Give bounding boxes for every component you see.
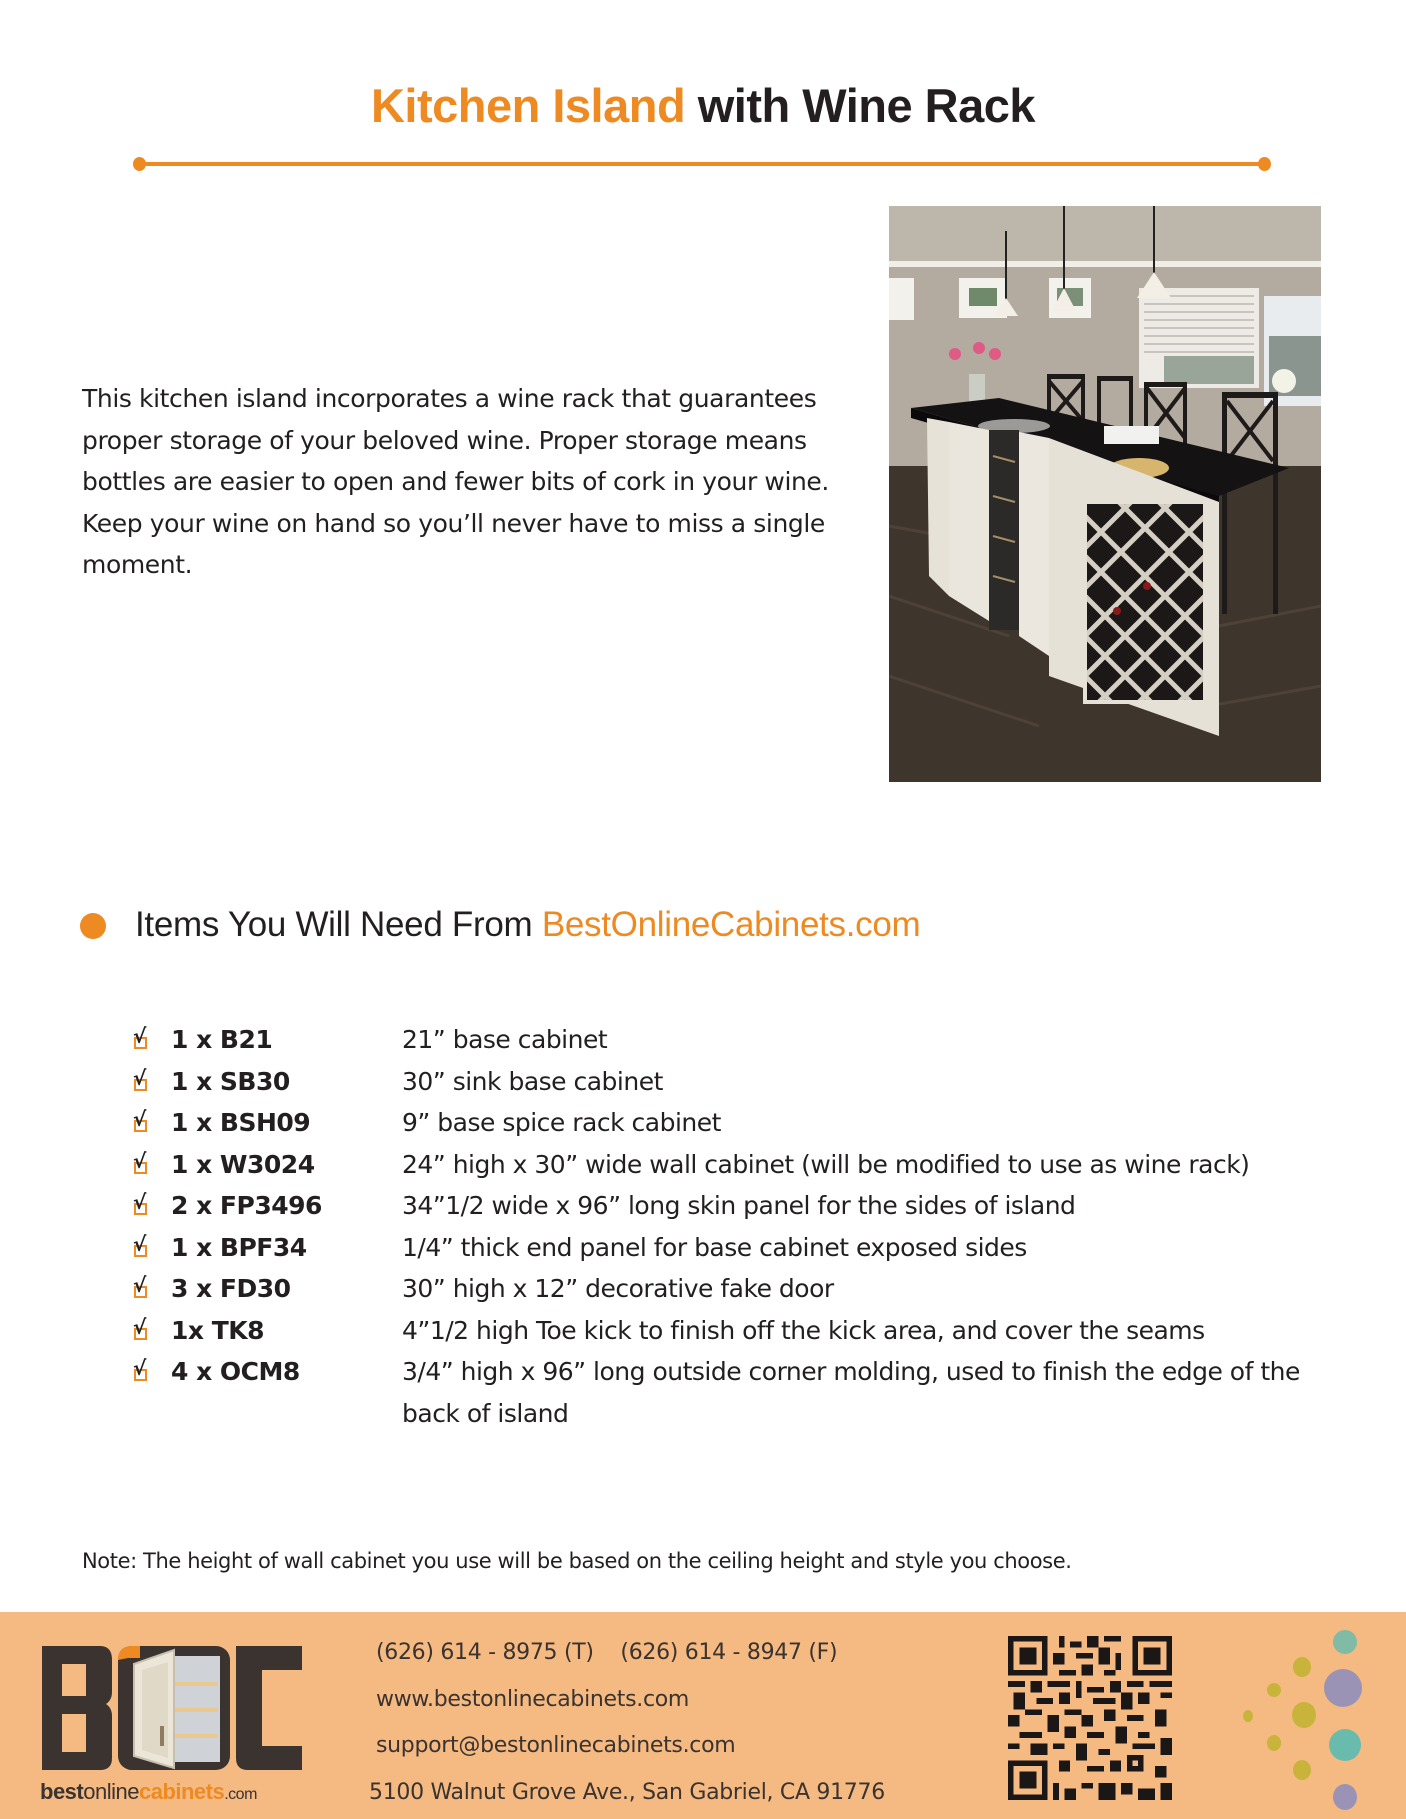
item-description: 30” sink base cabinet [402, 1066, 663, 1096]
checkbox-checked-icon: √ [133, 1314, 147, 1339]
footer-bar [0, 1612, 1406, 1819]
checkbox-checked-icon: √ [133, 1065, 147, 1090]
item-description: 30” high x 12” decorative fake door [402, 1274, 834, 1303]
address: 5100 Walnut Grove Ave., San Gabriel, CA 91776 [369, 1779, 885, 1805]
contact-info [369, 1630, 976, 1816]
item-quantity-code: 2 x FP3496 [171, 1191, 322, 1220]
list-item [134, 1310, 1334, 1352]
items-section-heading [78, 905, 1178, 955]
item-description: 4”1/2 high Toe kick to finish off the kick area, and cover the seams [402, 1315, 1205, 1345]
divider-dot-right [1258, 157, 1271, 171]
checkbox-checked-icon: √ [133, 1190, 147, 1214]
list-item [134, 1185, 1334, 1227]
phone-fax-numbers: (626) 614 - 8975 (T) (626) 614 - 8947 (F) [376, 1640, 838, 1665]
heading-accent-link: BestOnlineCabinets.com [541, 905, 921, 944]
divider-dot-left [133, 157, 146, 171]
list-item [134, 1019, 1334, 1061]
company-logo[interactable] [40, 1634, 310, 1814]
checkbox-checked-icon: √ [133, 1107, 147, 1131]
heading-prefix: Items You Will Need From [135, 905, 542, 944]
list-item [134, 1351, 1334, 1434]
qr-code-icon[interactable] [1008, 1636, 1172, 1800]
boc-logo-icon [40, 1634, 310, 1774]
item-quantity-code: 1x TK8 [171, 1315, 265, 1345]
list-item [134, 1144, 1334, 1186]
item-quantity-code: 3 x FD30 [171, 1274, 291, 1303]
checkbox-checked-icon: √ [133, 1148, 147, 1173]
item-description: 9” base spice rack cabinet [402, 1108, 721, 1137]
title-accent: Kitchen Island [370, 79, 686, 132]
title-rest: with Wine Rack [685, 79, 1036, 132]
list-item [134, 1102, 1334, 1144]
items-list [134, 1019, 1334, 1434]
checkbox-checked-icon: √ [133, 1024, 147, 1048]
decorative-dots [1225, 1612, 1406, 1819]
item-quantity-code: 1 x B21 [171, 1025, 273, 1054]
item-quantity-code: 4 x OCM8 [171, 1357, 300, 1386]
email-link[interactable]: support@bestonlinecabinets.com [376, 1733, 736, 1758]
item-quantity-code: 1 x W3024 [171, 1149, 315, 1179]
list-item [134, 1268, 1334, 1310]
brand-wordmark: bestonlinecabinets.com [40, 1779, 257, 1804]
item-description: 24” high x 30” wide wall cabinet (will be modified to use as wine rack) [402, 1149, 1250, 1179]
website-link[interactable]: www.bestonlinecabinets.com [376, 1686, 690, 1712]
item-description: 34”1/2 wide x 96” long skin panel for the sides of island [402, 1191, 1076, 1220]
item-description: 3/4” high x 96” long outside corner molding, used to finish the edge of the back of island [402, 1357, 1300, 1428]
item-quantity-code: 1 x BPF34 [171, 1232, 307, 1262]
list-item [134, 1061, 1334, 1103]
list-item [134, 1227, 1334, 1269]
checkbox-checked-icon: √ [133, 1273, 147, 1297]
item-description: 1/4” thick end panel for base cabinet exposed sides [402, 1232, 1027, 1262]
dots-graphic-icon [1225, 1612, 1406, 1819]
heading-bullet-icon [80, 913, 106, 939]
kitchen-island-photo [889, 206, 1321, 782]
item-quantity-code: 1 x BSH09 [171, 1108, 311, 1137]
footnote: Note: The height of wall cabinet you use will be based on the ceiling height and style you choose. [82, 1549, 1072, 1573]
item-quantity-code: 1 x SB30 [171, 1066, 290, 1096]
page-title [0, 78, 1406, 133]
items-heading-text [135, 905, 920, 945]
checkbox-checked-icon: √ [133, 1356, 147, 1380]
item-description: 21” base cabinet [402, 1025, 608, 1054]
intro-paragraph: This kitchen island incorporates a wine rack that guarantees proper storage of your beloved wine. Proper storage means bottles are easier to open and fewer bits of cork in your wine. Keep your wine on hand so you’ll never have to miss a single moment. [82, 384, 829, 579]
checkbox-checked-icon: √ [133, 1231, 147, 1256]
title-divider [137, 162, 1267, 166]
